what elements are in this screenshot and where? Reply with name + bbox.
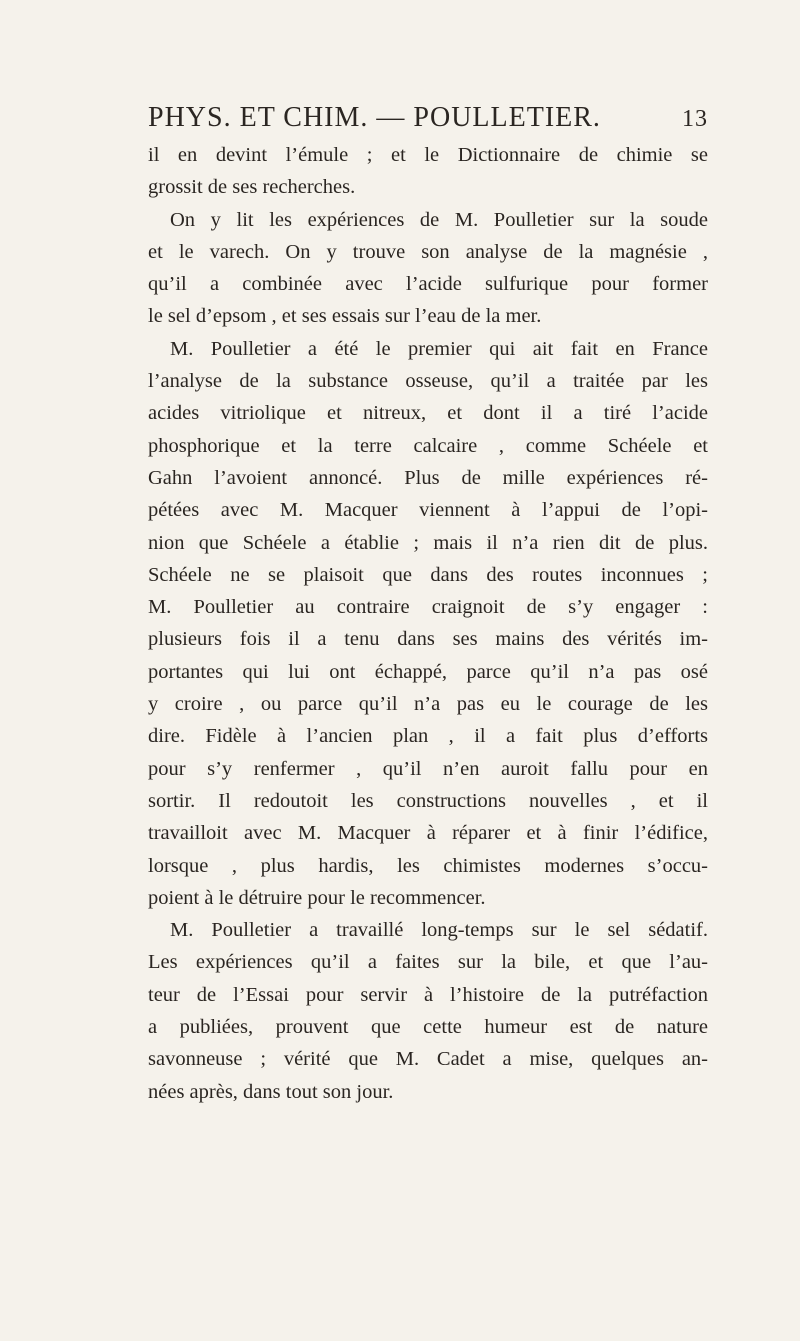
text-line: poient à le détruire pour le recommencer.	[148, 886, 486, 909]
text-line: Les expériences qu’il a faites sur la bile, et que l’au-	[148, 951, 708, 974]
text-line: Schéele ne se plaisoit que dans des routes inconnues ;	[148, 563, 708, 586]
body-text	[148, 139, 708, 1108]
text-line: M. Poulletier a été le premier qui ait fait en France	[170, 337, 708, 360]
text-line: nées après, dans tout son jour.	[148, 1080, 394, 1103]
text-line: grossit de ses recherches.	[148, 176, 356, 199]
text-line: M. Poulletier au contraire craignoit de s’y engager :	[148, 596, 708, 619]
text-line: phosphorique et la terre calcaire , comme Schéele et	[148, 434, 708, 457]
text-line: il en devint l’émule ; et le Dictionnaire de chimie se	[148, 144, 708, 166]
text-line: lorsque , plus hardis, les chimistes modernes s’occu-	[148, 854, 708, 877]
text-line: y croire , ou parce qu’il n’a pas eu le courage de les	[148, 693, 708, 716]
text-line: et le varech. On y trouve son analyse de la magnésie ,	[148, 240, 708, 263]
text-line: qu’il a combinée avec l’acide sulfurique pour former	[148, 273, 708, 296]
text-line: sortir. Il redoutoit les constructions nouvelles , et il	[148, 789, 708, 812]
text-line: l’analyse de la substance osseuse, qu’il a traitée par les	[148, 370, 708, 393]
text-line: portantes qui lui ont échappé, parce qu’il n’a pas osé	[148, 660, 708, 683]
text-line: pétées avec M. Macquer viennent à l’appui de l’opi-	[148, 499, 708, 522]
text-line: pour s’y renfermer , qu’il n’en auroit fallu pour en	[148, 757, 708, 780]
page-number: 13	[682, 106, 708, 132]
running-header	[148, 102, 708, 134]
text-line: nion que Schéele a établie ; mais il n’a rien dit de plus.	[148, 531, 708, 554]
text-line: le sel d’epsom , et ses essais sur l’eau de la mer.	[148, 305, 542, 328]
text-line: plusieurs fois il a tenu dans ses mains des vérités im-	[148, 628, 708, 651]
text-line: acides vitriolique et nitreux, et dont il a tiré l’acide	[148, 402, 708, 425]
running-title: PHYS. ET CHIM. — POULLETIER.	[148, 102, 601, 133]
text-line: On y lit les expériences de M. Poulletier sur la soude	[170, 208, 708, 231]
text-line: travailloit avec M. Macquer à réparer et à finir l’édifice,	[148, 822, 708, 845]
text-line: a publiées, prouvent que cette humeur est de nature	[148, 1016, 708, 1039]
text-line: teur de l’Essai pour servir à l’histoire de la putréfaction	[148, 983, 708, 1006]
text-line: dire. Fidèle à l’ancien plan , il a fait plus d’efforts	[148, 725, 708, 748]
text-line: savonneuse ; vérité que M. Cadet a mise, quelques an-	[148, 1048, 708, 1071]
text-line: Gahn l’avoient annoncé. Plus de mille expériences ré-	[148, 466, 708, 489]
text-line: M. Poulletier a travaillé long-temps sur le sel sédatif.	[170, 919, 708, 942]
